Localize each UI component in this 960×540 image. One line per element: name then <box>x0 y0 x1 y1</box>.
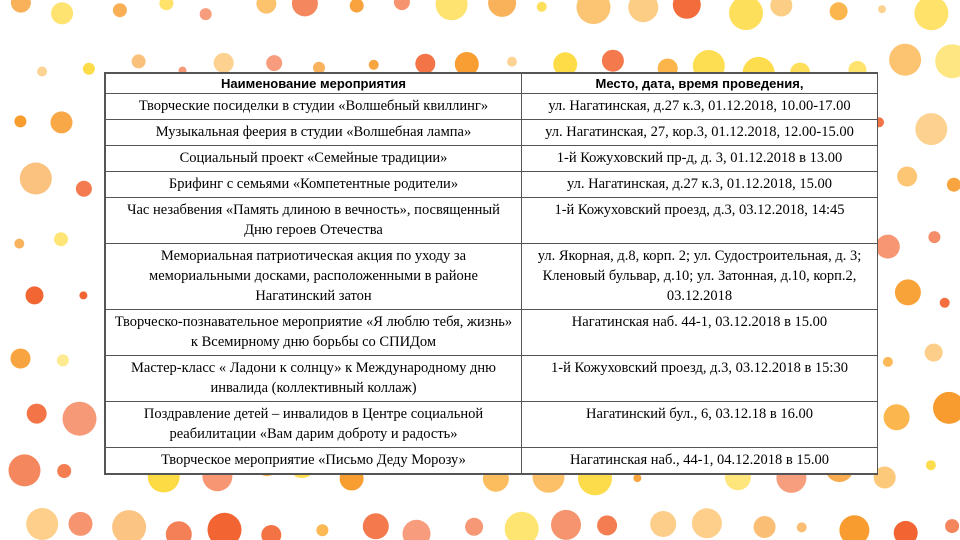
background-dot <box>266 55 282 71</box>
place-cell: ул. Нагатинская, 27, кор.3, 01.12.2018, 12.00-15.00 <box>522 120 878 146</box>
table-row <box>106 120 878 146</box>
header-event-name: Наименование мероприятия <box>106 74 522 94</box>
event-cell: Творческое мероприятие «Письмо Деду Морозу» <box>106 448 522 474</box>
background-dot <box>602 50 624 72</box>
background-dot <box>537 2 547 12</box>
background-dot <box>926 460 936 470</box>
event-cell: Мастер-класс « Ладони к солнцу» к Международному дню инвалида (коллективный коллаж) <box>106 356 522 402</box>
background-dot <box>369 60 379 70</box>
background-dot <box>897 167 917 187</box>
events-table <box>105 73 878 474</box>
background-dot <box>256 0 276 14</box>
background-dot <box>51 2 73 24</box>
event-cell: Творческие посиделки в студии «Волшебный квиллинг» <box>106 94 522 120</box>
background-dot <box>63 402 97 436</box>
background-dot <box>770 0 792 17</box>
background-dot <box>914 0 948 30</box>
background-dot <box>350 0 364 13</box>
background-dot <box>11 0 31 13</box>
background-dot <box>26 508 58 540</box>
event-cell: Музыкальная феерия в студии «Волшебная лампа» <box>106 120 522 146</box>
place-cell: 1-й Кожуховский проезд, д.3, 03.12.2018, 14:45 <box>522 198 878 244</box>
place-cell: Нагатинский бул., 6, 03.12.18 в 16.00 <box>522 402 878 448</box>
background-dot <box>415 54 435 74</box>
place-cell: 1-й Кожуховский пр-д, д. 3, 01.12.2018 в 13.00 <box>522 146 878 172</box>
table-row <box>106 198 878 244</box>
background-dot <box>394 0 410 10</box>
background-dot <box>507 57 517 67</box>
background-dot <box>488 0 516 17</box>
background-dot <box>673 0 701 19</box>
place-cell: Нагатинская наб. 44-1, 03.12.2018 в 15.00 <box>522 310 878 356</box>
background-dot <box>159 0 173 10</box>
background-dot <box>214 53 234 73</box>
background-dot <box>261 525 281 540</box>
background-dot <box>505 512 539 540</box>
place-cell: ул. Якорная, д.8, корп. 2; ул. Судостроительная, д. 3; Кленовый бульвар, д.10; ул. Затонная, д.10, корп.2, 03.12.2018 <box>522 244 878 310</box>
background-dot <box>316 524 328 536</box>
background-dot <box>57 464 71 478</box>
background-dot <box>876 235 900 259</box>
background-dot <box>883 357 893 367</box>
table-row <box>106 172 878 198</box>
place-cell: 1-й Кожуховский проезд, д.3, 03.12.2018 в 15:30 <box>522 356 878 402</box>
background-dot <box>69 512 93 536</box>
background-dot <box>20 163 52 195</box>
background-dot <box>878 5 886 13</box>
background-dot <box>132 54 146 68</box>
background-dot <box>200 8 212 20</box>
background-dot <box>577 0 611 24</box>
header-place-date-time: Место, дата, время проведения, <box>522 74 878 94</box>
event-cell: Поздравление детей – инвалидов в Центре социальной реабилитации «Вам дарим доброту и радость» <box>106 402 522 448</box>
event-cell: Мемориальная патриотическая акция по уходу за мемориальными досками, расположенными в районе Нагатинский затон <box>106 244 522 310</box>
background-dot <box>403 520 431 540</box>
background-dot <box>830 2 848 20</box>
background-dot <box>940 298 950 308</box>
background-dot <box>650 511 676 537</box>
background-dot <box>628 0 658 22</box>
background-dot <box>27 404 47 424</box>
background-dot <box>692 508 722 538</box>
place-cell: ул. Нагатинская, д.27 к.3, 01.12.2018, 10.00-17.00 <box>522 94 878 120</box>
background-dot <box>54 232 68 246</box>
event-cell: Час незабвения «Память длиною в вечность», посвященный Дню героев Отечества <box>106 198 522 244</box>
background-dot <box>166 521 192 540</box>
background-dot <box>933 392 960 424</box>
table-row <box>106 356 878 402</box>
background-dot <box>436 0 468 20</box>
background-dot <box>797 522 807 532</box>
background-dot <box>37 67 47 77</box>
event-cell: Социальный проект «Семейные традиции» <box>106 146 522 172</box>
table-row <box>106 146 878 172</box>
background-dot <box>597 515 617 535</box>
background-dot <box>9 454 41 486</box>
table-row <box>106 402 878 448</box>
event-cell: Брифинг с семьями «Компетентные родители» <box>106 172 522 198</box>
place-cell: Нагатинская наб., 44-1, 04.12.2018 в 15.00 <box>522 448 878 474</box>
background-dot <box>915 113 947 145</box>
background-dot <box>633 474 641 482</box>
background-dot <box>14 239 24 249</box>
background-dot <box>945 519 959 533</box>
background-dot <box>79 291 87 299</box>
background-dot <box>112 510 146 540</box>
background-dot <box>551 510 581 540</box>
background-dot <box>925 344 943 362</box>
table-row <box>106 94 878 120</box>
events-table-container <box>104 72 878 475</box>
background-dot <box>895 279 921 305</box>
place-cell: ул. Нагатинская, д.27 к.3, 01.12.2018, 15.00 <box>522 172 878 198</box>
background-dot <box>292 0 318 16</box>
background-dot <box>889 44 921 76</box>
background-dot <box>894 521 918 540</box>
background-dot <box>839 515 869 540</box>
background-dot <box>57 354 69 366</box>
table-row <box>106 448 878 474</box>
table-row <box>106 244 878 310</box>
background-dot <box>928 231 940 243</box>
background-dot <box>935 44 960 78</box>
background-dot <box>83 63 95 75</box>
table-row <box>106 310 878 356</box>
background-dot <box>26 286 44 304</box>
background-dot <box>208 513 242 540</box>
background-dot <box>947 178 960 192</box>
table-header-row <box>106 74 878 94</box>
background-dot <box>884 404 910 430</box>
background-dot <box>754 516 776 538</box>
background-dot <box>14 115 26 127</box>
background-dot <box>363 513 389 539</box>
background-dot <box>465 518 483 536</box>
background-dot <box>76 181 92 197</box>
background-dot <box>11 349 31 369</box>
background-dot <box>51 111 73 133</box>
background-dot <box>113 3 127 17</box>
event-cell: Творческо-познавательное мероприятие «Я люблю тебя, жизнь» к Всемирному дню борьбы со СПИДом <box>106 310 522 356</box>
background-dot <box>729 0 763 30</box>
